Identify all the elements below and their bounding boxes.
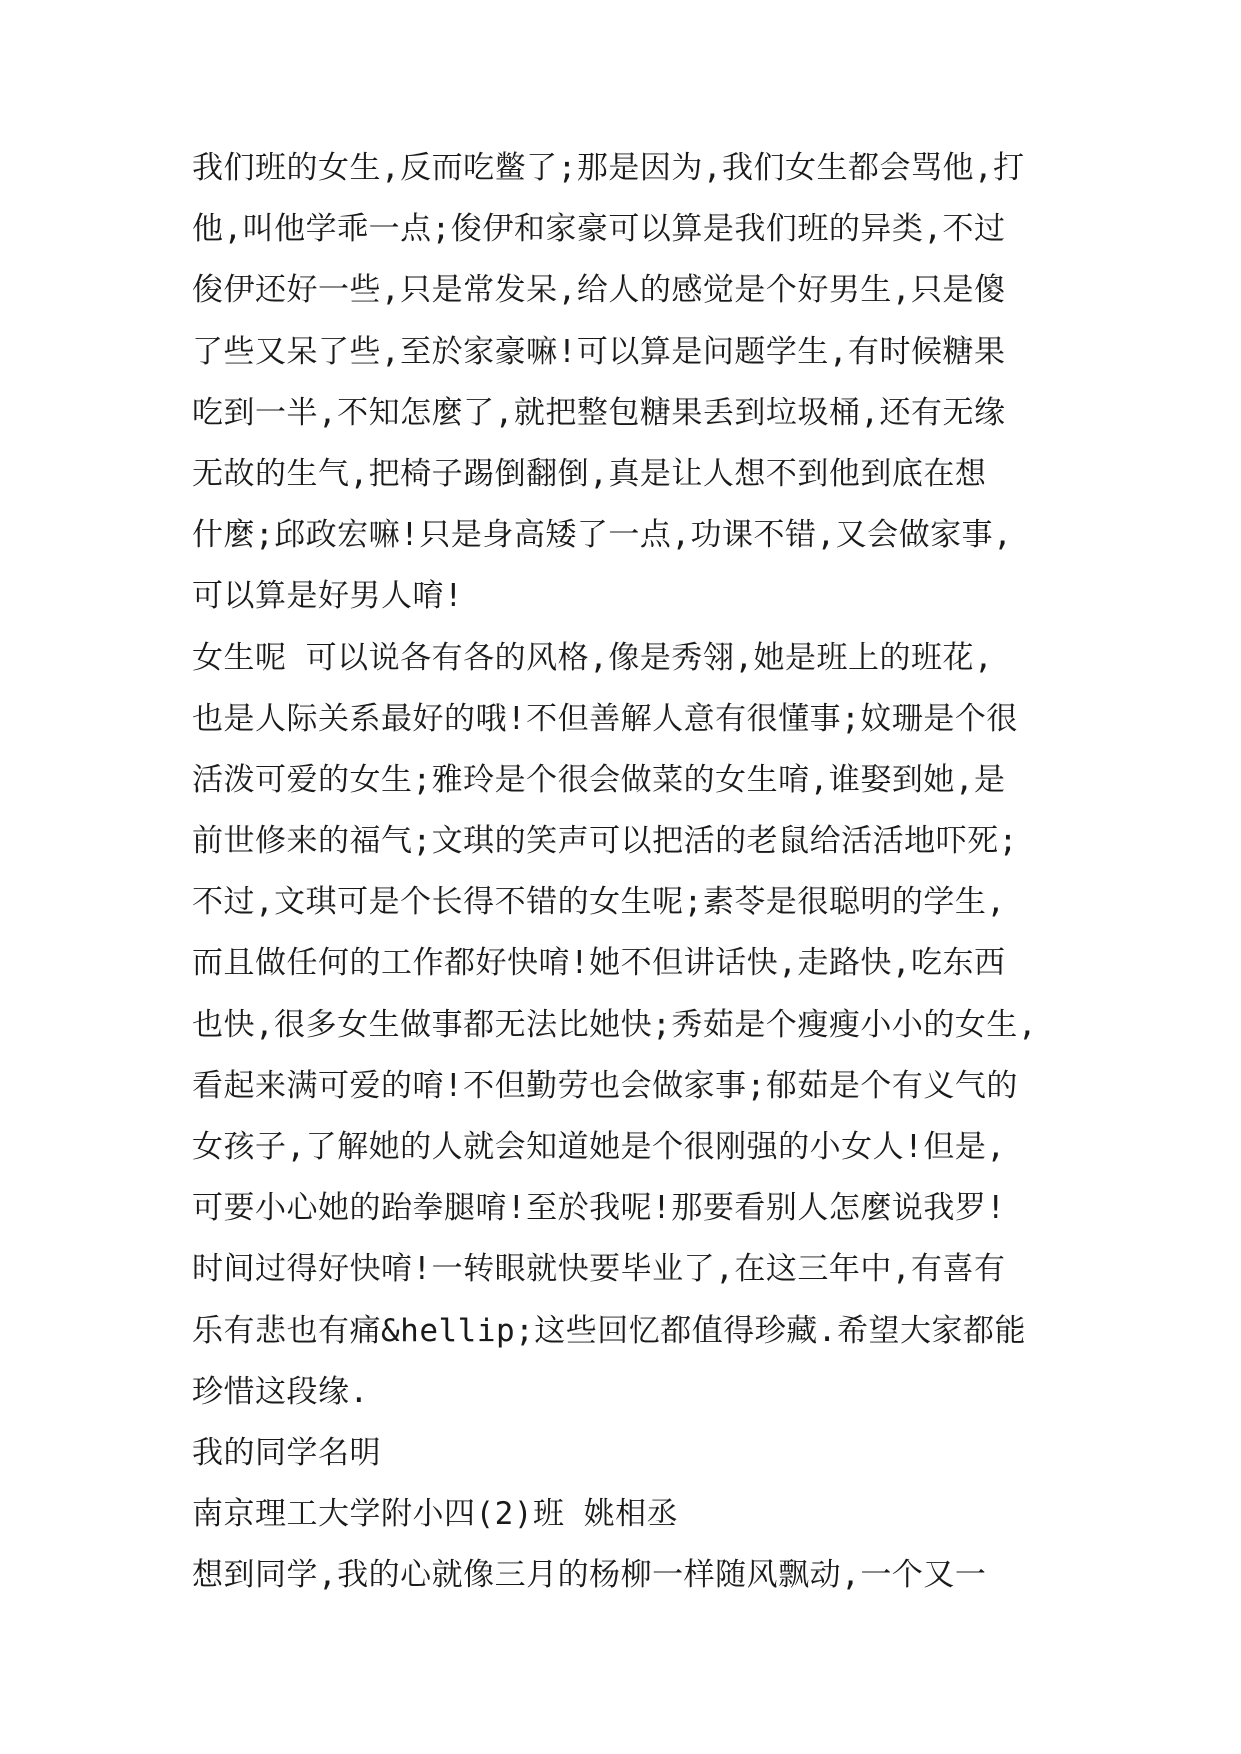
text-line: 吃到一半,不知怎麼了,就把整包糖果丢到垃圾桶,还有无缘 — [192, 394, 1006, 431]
text-line: 不过,文琪可是个长得不错的女生呢;素苓是很聪明的学生, — [192, 884, 1006, 921]
text-line: 可要小心她的跆拳腿唷!至於我呢!那要看别人怎麼说我罗! — [192, 1190, 1006, 1227]
text-line: 我们班的女生,反而吃鳖了;那是因为,我们女生都会骂他,打 — [192, 150, 1025, 186]
text-line: 可以算是好男人唷! — [192, 578, 464, 615]
text-line: 也是人际关系最好的哦!不但善解人意有很懂事;妏珊是个很 — [192, 700, 1018, 737]
text-line: 女孩子,了解她的人就会知道她是个很刚强的小女人!但是, — [192, 1129, 1006, 1165]
text-line: 无故的生气,把椅子踢倒翻倒,真是让人想不到他到底在想 — [192, 455, 987, 492]
text-line: 时间过得好快唷!一转眼就快要毕业了,在这三年中,有喜有 — [192, 1251, 1006, 1288]
section-title: 我的同学名明 — [192, 1434, 381, 1471]
text-line: 女生呢 可以说各有各的风格,像是秀翎,她是班上的班花, — [192, 639, 994, 676]
text-line: 他,叫他学乖一点;俊伊和家豪可以算是我们班的异类,不过 — [192, 211, 1006, 248]
text-line: 活泼可爱的女生;雅玲是个很会做菜的女生唷,谁娶到她,是 — [192, 761, 1006, 798]
text-line: 看起来满可爱的唷!不但勤劳也会做家事;郁茹是个有义气的 — [192, 1067, 1018, 1104]
text-line: 而且做任何的工作都好快唷!她不但讲话快,走路快,吃东西 — [192, 945, 1006, 982]
text-line: 什麼;邱政宏嘛!只是身高矮了一点,功课不错,又会做家事, — [192, 517, 1013, 554]
text-line: 也快,很多女生做事都无法比她快;秀茹是个瘦瘦小小的女生, — [192, 1006, 1037, 1043]
text-line: 了些又呆了些,至於家豪嘛!可以算是问题学生,有时候糖果 — [192, 333, 1006, 370]
body-text — [192, 138, 1062, 1607]
text-line: 乐有悲也有痛&hellip;这些回忆都值得珍藏.希望大家都能 — [192, 1312, 1026, 1349]
text-line: 前世修来的福气;文琪的笑声可以把活的老鼠给活活地吓死; — [192, 823, 1018, 860]
author-line: 南京理工大学附小四(2)班 姚相丞 — [192, 1496, 679, 1533]
text-line: 珍惜这段缘. — [192, 1373, 369, 1410]
text-line: 俊伊还好一些,只是常发呆,给人的感觉是个好男生,只是傻 — [192, 272, 1006, 309]
text-line: 想到同学,我的心就像三月的杨柳一样随风飘动,一个又一 — [192, 1557, 987, 1594]
